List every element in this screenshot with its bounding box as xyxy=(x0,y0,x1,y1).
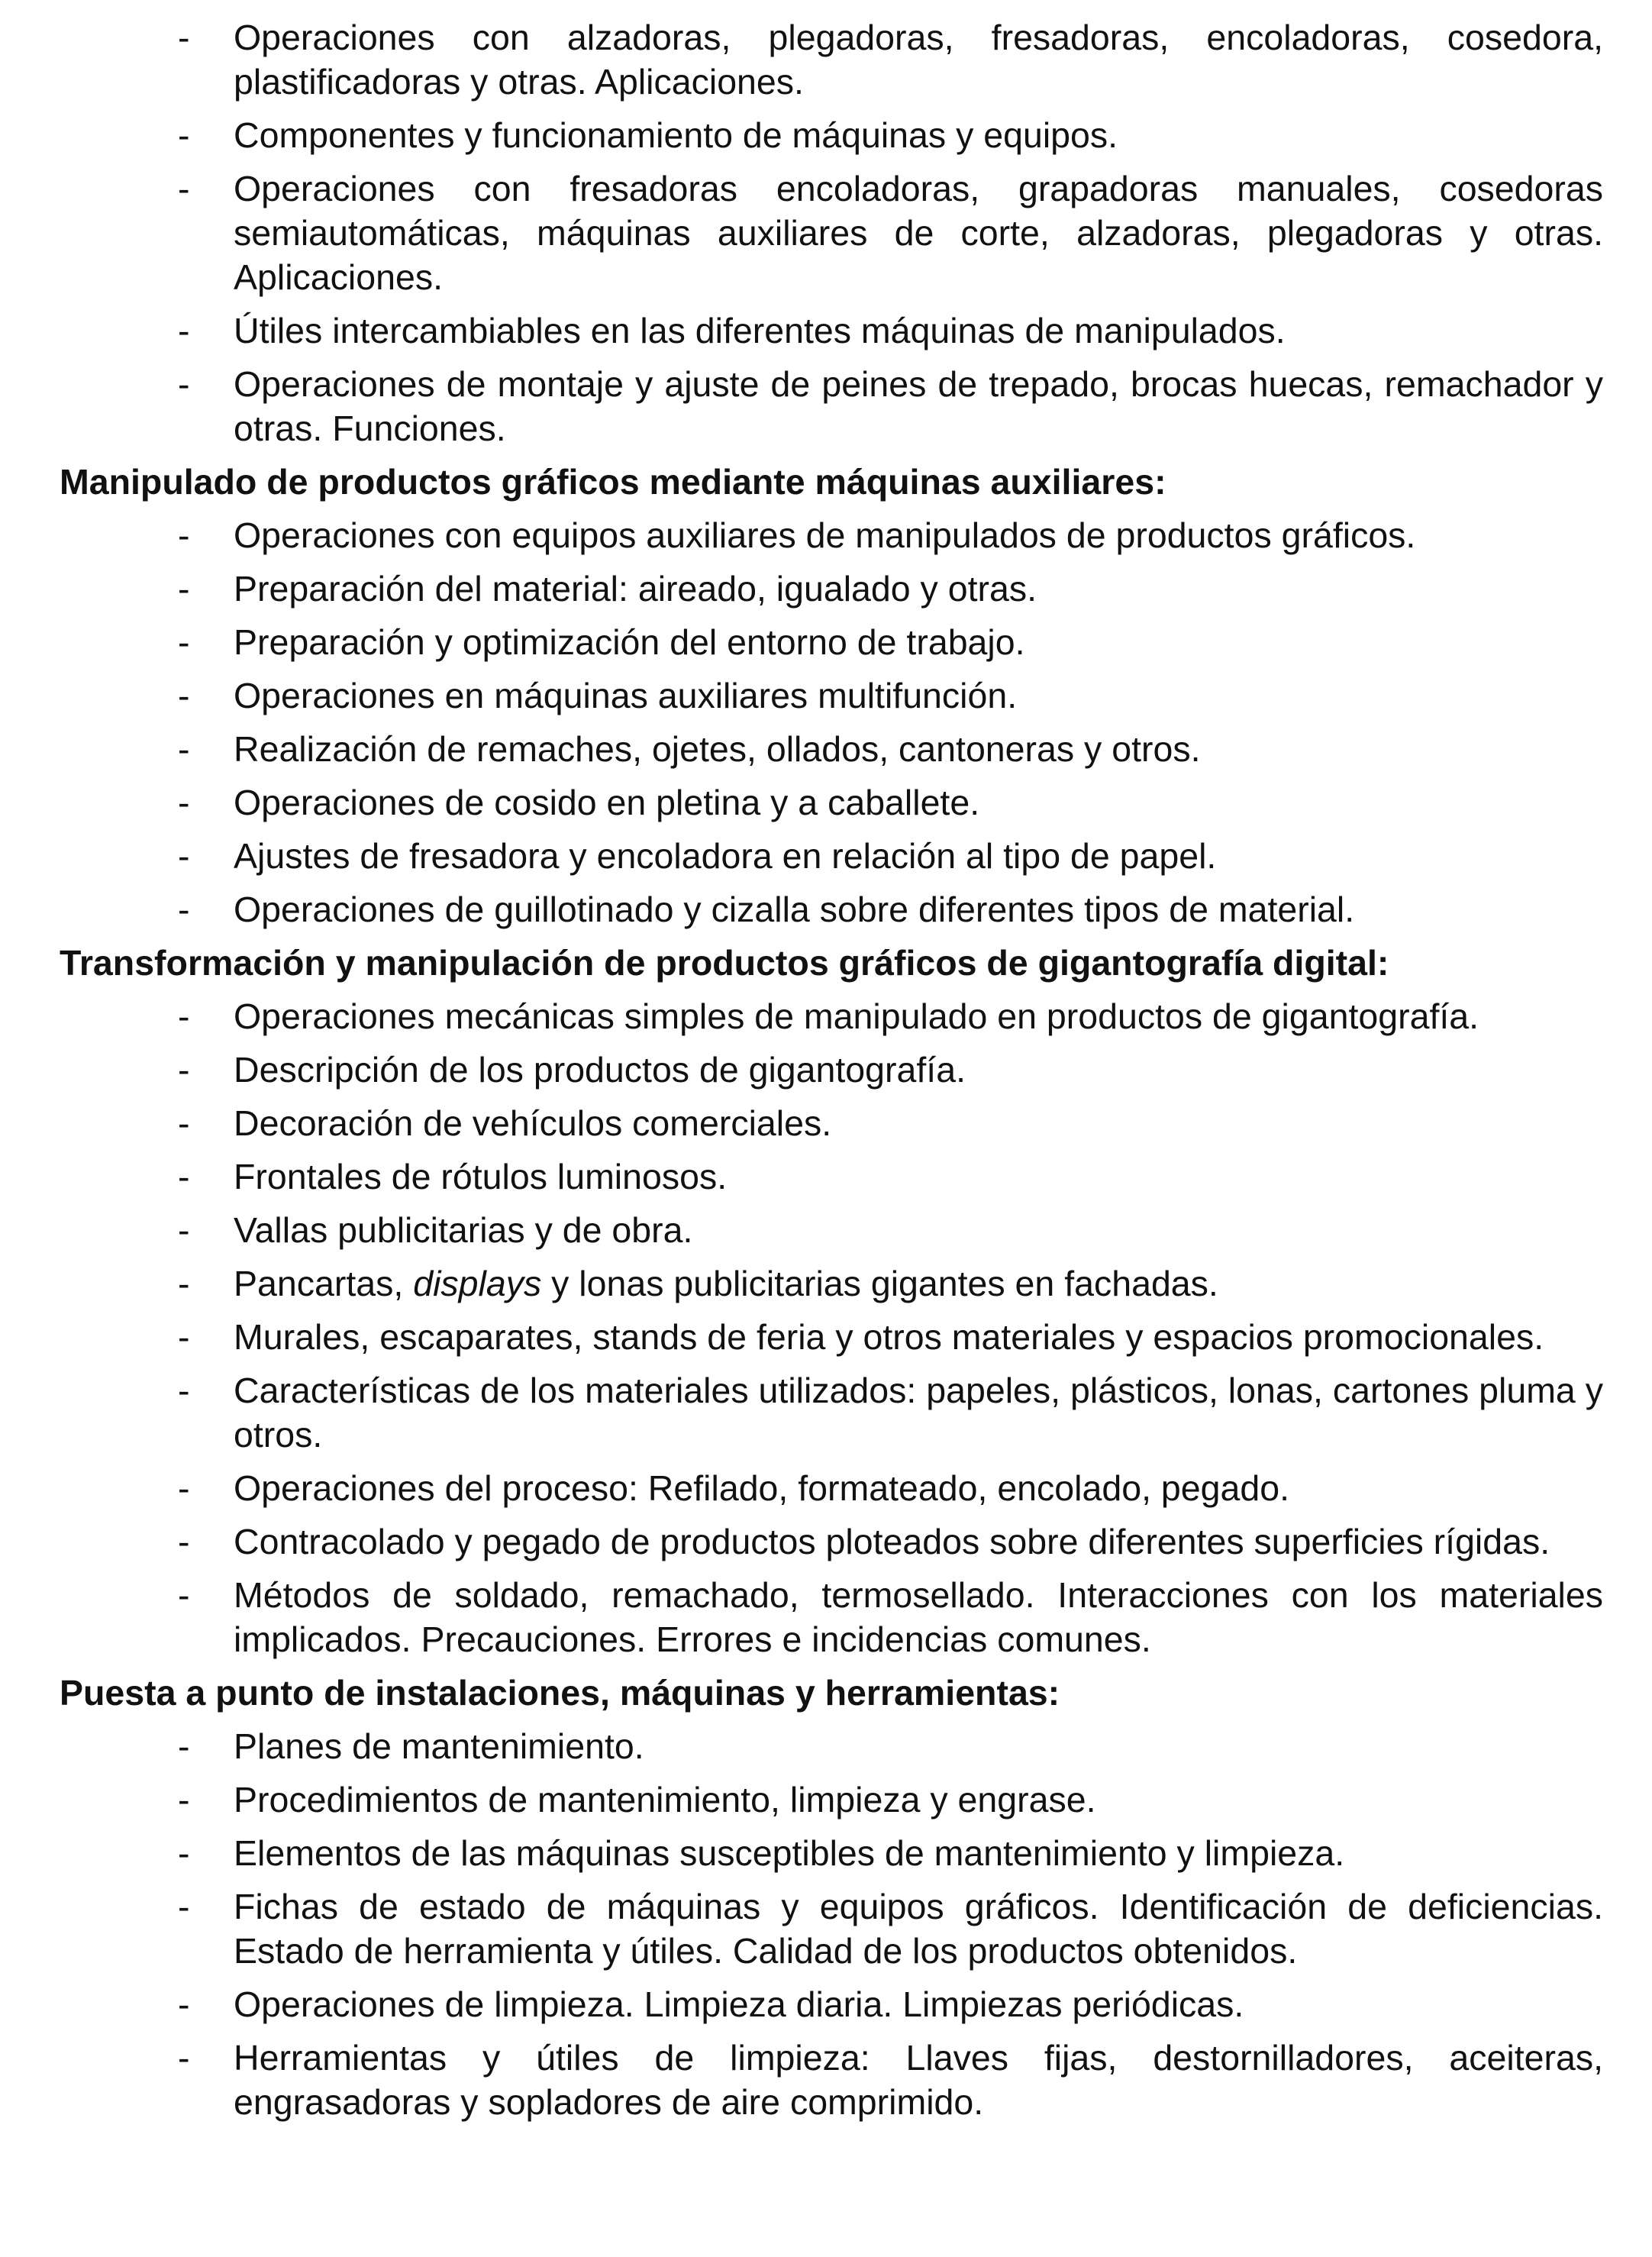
list-item-text xyxy=(234,1726,644,1766)
list-item-text xyxy=(234,890,1354,929)
list-item xyxy=(60,1208,1603,1252)
text-run: Operaciones en máquinas auxiliares multifunción. xyxy=(234,676,1018,715)
bullet-list xyxy=(60,513,1603,932)
bullet-dash: - xyxy=(178,115,190,155)
list-item-text xyxy=(234,18,1603,102)
text-run: Realización de remaches, ojetes, ollados, cantoneras y otros. xyxy=(234,729,1201,769)
list-item xyxy=(60,834,1603,878)
bullet-dash: - xyxy=(178,1264,190,1303)
text-run: Pancartas, xyxy=(234,1264,414,1303)
bullet-dash: - xyxy=(178,2038,190,2078)
list-item xyxy=(60,727,1603,771)
italic-run: displays xyxy=(413,1264,542,1303)
text-run: Elementos de las máquinas susceptibles de mantenimiento y limpieza. xyxy=(234,1833,1345,1873)
list-item-text xyxy=(234,1210,692,1250)
text-run: Operaciones con alzadoras, plegadoras, fresadoras, encoladoras, cosedora, plastificadoras y otras. Aplicaciones. xyxy=(234,18,1603,102)
bullet-dash: - xyxy=(178,1210,190,1250)
list-item xyxy=(60,1724,1603,1768)
list-item xyxy=(60,1884,1603,1973)
list-item xyxy=(60,1831,1603,1875)
list-item-text xyxy=(234,169,1603,297)
bullet-dash: - xyxy=(178,1726,190,1766)
bullet-dash: - xyxy=(178,515,190,555)
bullet-dash: - xyxy=(178,783,190,822)
text-run: Operaciones con equipos auxiliares de manipulados de productos gráficos. xyxy=(234,515,1416,555)
list-item-text xyxy=(234,1984,1244,2024)
list-item xyxy=(60,1519,1603,1564)
bullet-dash: - xyxy=(178,1575,190,1615)
list-item-text xyxy=(234,729,1201,769)
text-run: Componentes y funcionamiento de máquinas y equipos. xyxy=(234,115,1118,155)
section-heading: Manipulado de productos gráficos mediante máquinas auxiliares: xyxy=(60,462,1166,502)
list-item-text xyxy=(234,1468,1289,1508)
text-run: Operaciones de cosido en pletina y a caballete. xyxy=(234,783,980,822)
bullet-dash: - xyxy=(178,364,190,404)
text-run: Útiles intercambiables en las diferentes máquinas de manipulados. xyxy=(234,311,1286,350)
text-run: Operaciones de guillotinado y cizalla sobre diferentes tipos de material. xyxy=(234,890,1355,929)
list-item xyxy=(60,1368,1603,1457)
list-item xyxy=(60,166,1603,299)
bullet-dash: - xyxy=(178,1317,190,1357)
bullet-dash: - xyxy=(178,836,190,876)
text-run: Ajustes de fresadora y encoladora en relación al tipo de papel. xyxy=(234,836,1217,876)
text-run: y lonas publicitarias gigantes en fachadas. xyxy=(541,1264,1218,1303)
bullet-dash: - xyxy=(178,1780,190,1819)
text-run: Procedimientos de mantenimiento, limpieza y engrase. xyxy=(234,1780,1096,1819)
text-run: Contracolado y pegado de productos ploteados sobre diferentes superficies rígidas. xyxy=(234,1522,1550,1561)
text-run: Frontales de rótulos luminosos. xyxy=(234,1157,728,1196)
list-item xyxy=(60,1466,1603,1510)
bullet-dash: - xyxy=(178,890,190,929)
bullet-list xyxy=(60,994,1603,1661)
bullet-dash: - xyxy=(178,996,190,1036)
list-item xyxy=(60,1261,1603,1306)
list-item-text xyxy=(234,115,1118,155)
list-item-text xyxy=(234,783,979,822)
list-item-text xyxy=(234,1371,1603,1455)
text-run: Planes de mantenimiento. xyxy=(234,1726,644,1766)
bullet-dash: - xyxy=(178,729,190,769)
text-run: Murales, escaparates, stands de feria y otros materiales y espacios promocionales. xyxy=(234,1317,1544,1357)
bullet-dash: - xyxy=(178,1887,190,1926)
text-run: Operaciones del proceso: Refilado, formateado, encolado, pegado. xyxy=(234,1468,1289,1508)
section-heading: Transformación y manipulación de productos gráficos de gigantografía digital: xyxy=(60,943,1389,983)
list-item xyxy=(60,362,1603,450)
bullet-dash: - xyxy=(178,1468,190,1508)
text-run: Fichas de estado de máquinas y equipos gráficos. Identificación de deficiencias. Estado de herramienta y útiles. Calidad de los productos obtenidos. xyxy=(234,1887,1603,1971)
text-run: Operaciones con fresadoras encoladoras, grapadoras manuales, cosedoras semiautomáticas, máquinas auxiliares de corte, alzadoras, plegadoras y otras. Aplicaciones. xyxy=(234,169,1603,297)
list-item xyxy=(60,567,1603,611)
bullet-dash: - xyxy=(178,1984,190,2024)
list-item-text xyxy=(234,996,1479,1036)
list-item xyxy=(60,994,1603,1038)
text-run: Características de los materiales utilizados: papeles, plásticos, lonas, cartones pluma y otros. xyxy=(234,1371,1603,1455)
list-item-text xyxy=(234,1887,1603,1971)
list-item-text xyxy=(234,569,1037,609)
list-item-text xyxy=(234,1522,1550,1561)
list-item xyxy=(60,620,1603,664)
list-item xyxy=(60,1982,1603,2026)
list-item-text xyxy=(234,2038,1603,2122)
list-item-text xyxy=(234,676,1017,715)
text-run: Preparación y optimización del entorno de trabajo. xyxy=(234,622,1025,662)
list-item xyxy=(60,15,1603,104)
list-item xyxy=(60,780,1603,825)
list-item xyxy=(60,1101,1603,1145)
list-item-text xyxy=(234,622,1025,662)
list-item xyxy=(60,2036,1603,2124)
list-item xyxy=(60,1315,1603,1359)
list-item-text xyxy=(234,1317,1544,1357)
list-item-text xyxy=(234,1157,727,1196)
list-item-text xyxy=(234,311,1286,350)
bullet-dash: - xyxy=(178,569,190,609)
list-item-text xyxy=(234,1103,831,1143)
text-run: Vallas publicitarias y de obra. xyxy=(234,1210,693,1250)
list-item xyxy=(60,673,1603,718)
list-item xyxy=(60,1778,1603,1822)
bullet-dash: - xyxy=(178,676,190,715)
list-item xyxy=(60,308,1603,353)
list-item xyxy=(60,1048,1603,1092)
list-item xyxy=(60,1154,1603,1199)
list-item-text xyxy=(234,1575,1603,1659)
bullet-dash: - xyxy=(178,1157,190,1196)
text-run: Preparación del material: aireado, igualado y otras. xyxy=(234,569,1037,609)
bullet-list xyxy=(60,15,1603,450)
text-run: Métodos de soldado, remachado, termosellado. Interacciones con los materiales implicados. Precauciones. Errores e incidencias comunes. xyxy=(234,1575,1603,1659)
bullet-dash: - xyxy=(178,311,190,350)
bullet-dash: - xyxy=(178,1050,190,1090)
list-item-text xyxy=(234,1833,1344,1873)
list-item-text xyxy=(234,1264,1218,1303)
bullet-dash: - xyxy=(178,1371,190,1410)
text-run: Operaciones mecánicas simples de manipulado en productos de gigantografía. xyxy=(234,996,1479,1036)
list-item xyxy=(60,887,1603,932)
text-run: Herramientas y útiles de limpieza: Llaves fijas, destornilladores, aceiteras, engrasadoras y sopladores de aire comprimido. xyxy=(234,2038,1603,2122)
list-item-text xyxy=(234,1050,966,1090)
text-run: Descripción de los productos de gigantografía. xyxy=(234,1050,966,1090)
bullet-dash: - xyxy=(178,1522,190,1561)
list-item xyxy=(60,113,1603,157)
section-heading: Puesta a punto de instalaciones, máquinas y herramientas: xyxy=(60,1673,1060,1713)
text-run: Operaciones de montaje y ajuste de peines de trepado, brocas huecas, remachador y otras. Funciones. xyxy=(234,364,1603,448)
bullet-dash: - xyxy=(178,1103,190,1143)
list-item-text xyxy=(234,364,1603,448)
list-item-text xyxy=(234,836,1216,876)
bullet-list xyxy=(60,1724,1603,2124)
bullet-dash: - xyxy=(178,622,190,662)
list-item-text xyxy=(234,1780,1096,1819)
text-run: Decoración de vehículos comerciales. xyxy=(234,1103,832,1143)
bullet-dash: - xyxy=(178,1833,190,1873)
list-item xyxy=(60,1573,1603,1661)
text-run: Operaciones de limpieza. Limpieza diaria. Limpiezas periódicas. xyxy=(234,1984,1244,2024)
bullet-dash: - xyxy=(178,169,190,208)
list-item xyxy=(60,513,1603,557)
list-item-text xyxy=(234,515,1415,555)
bullet-dash: - xyxy=(178,18,190,57)
